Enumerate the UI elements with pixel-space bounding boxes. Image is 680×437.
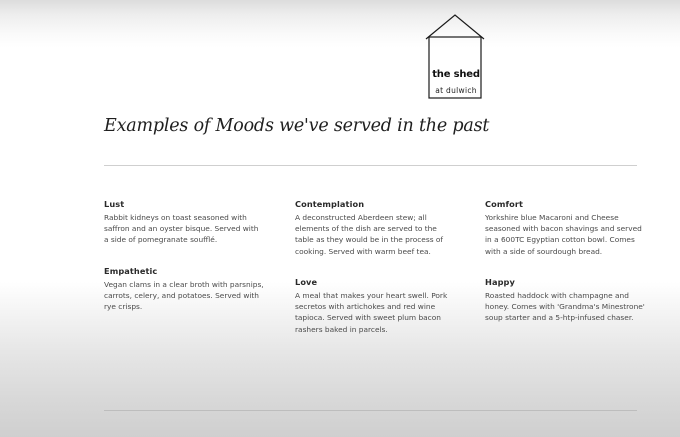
mood-contemplation [295, 199, 455, 257]
mood-description: Roasted haddock with champagne and honey. Comes with 'Grandma's Minestrone' soup starter and a 5-htp-infused chaser. [485, 291, 645, 323]
mood-name: Love [295, 277, 318, 287]
mood-love [295, 277, 455, 335]
bottom-divider [104, 410, 637, 411]
mood-name: Empathetic [104, 266, 158, 276]
mood-empathetic [104, 266, 264, 313]
mood-name: Contemplation [295, 199, 365, 209]
mood-lust [104, 199, 264, 246]
mood-name: Comfort [485, 199, 524, 209]
mood-name: Happy [485, 277, 515, 287]
logo-name: the shed [432, 69, 480, 80]
mood-comfort [485, 199, 645, 257]
mood-description: A deconstructed Aberdeen stew; all elements of the dish are served to the table as they would be in the process of cooking. Served with warm beef tea. [295, 213, 444, 256]
mood-description: Rabbit kidneys on toast seasoned with saffron and an oyster bisque. Served with a side of pomegranate soufflé. [104, 213, 259, 245]
shed-logo[interactable] [425, 12, 487, 100]
mood-happy [485, 277, 645, 324]
mood-description: Yorkshire blue Macaroni and Cheese seasoned with bacon shavings and served in a 600TC Egyptian cotton bowl. Comes with a side of sourdough bread. [485, 213, 642, 256]
mood-name: Lust [104, 199, 125, 209]
mood-description: A meal that makes your heart swell. Pork secretos with artichokes and red wine tapioca. Served with sweet plum bacon rashers baked in parcels. [295, 291, 448, 334]
mood-description: Vegan clams in a clear broth with parsnips, carrots, celery, and potatoes. Served with rye crisps. [104, 280, 264, 312]
page-title: Examples of Moods we've served in the past [104, 116, 490, 136]
logo-subtitle: at dulwich [435, 86, 477, 95]
top-divider [104, 165, 637, 166]
